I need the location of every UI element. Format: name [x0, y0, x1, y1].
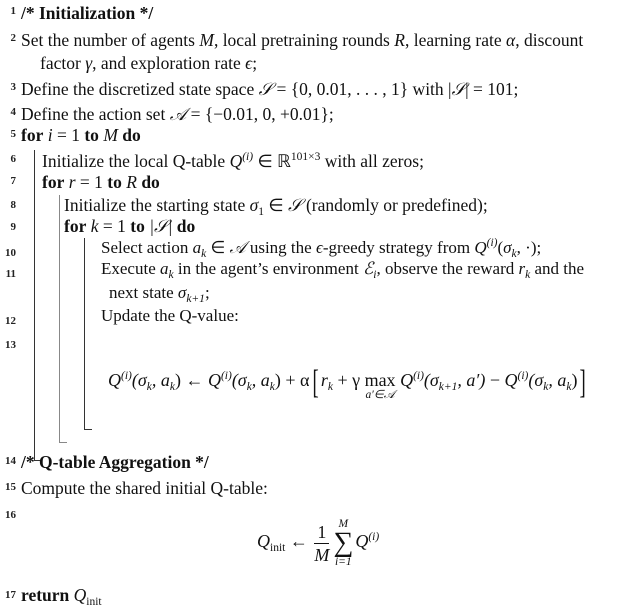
- var-state-space: 𝒮: [451, 79, 466, 99]
- text: Select action: [101, 238, 193, 257]
- var-reward: r: [518, 259, 526, 278]
- line-update-q: Update the Q-value:: [101, 306, 239, 325]
- line-execute-action-cont: [109, 282, 210, 304]
- line-execute-action: [101, 258, 584, 280]
- text: , ·);: [516, 238, 542, 257]
- var-q: Q: [474, 238, 487, 257]
- line-number: 4: [10, 106, 16, 118]
- subscript: i: [373, 269, 377, 281]
- subscript: k: [269, 381, 275, 393]
- line-number: 7: [10, 175, 16, 187]
- superscript: (i): [242, 151, 254, 163]
- comment-initialization: /* Initialization */: [21, 3, 154, 23]
- text: (σ: [528, 370, 544, 390]
- text: Define the discretized state space: [21, 79, 259, 99]
- var-r: r: [68, 172, 76, 192]
- line-set-params: [21, 29, 583, 51]
- text: Initialize the starting state: [64, 195, 250, 215]
- subscript: init: [270, 542, 286, 555]
- line-define-action-set: [21, 103, 334, 125]
- superscript: (i): [121, 370, 132, 382]
- text: , local pretraining rounds: [213, 30, 395, 50]
- var-state-space: 𝒮: [288, 195, 302, 215]
- text: ): [174, 370, 181, 390]
- var-sigma: σ: [177, 283, 187, 302]
- text: Set the number of agents: [21, 30, 200, 50]
- numerator: 1: [314, 521, 329, 544]
- line-number: 14: [5, 455, 16, 467]
- subscript: k+1: [438, 381, 458, 393]
- subscript: k: [525, 269, 531, 281]
- keyword-do: do: [141, 172, 160, 192]
- sum-lower: i=1: [334, 556, 352, 568]
- sum-upper: M: [338, 518, 349, 530]
- text: ∈ ℝ: [253, 151, 291, 171]
- var-action-set: 𝒜: [169, 104, 187, 124]
- text: ;: [204, 283, 210, 302]
- text: ∈: [206, 238, 230, 257]
- max-label: max: [364, 370, 396, 390]
- var-q: Q: [73, 585, 87, 605]
- subscript: k: [246, 381, 252, 393]
- keyword-to: to: [130, 216, 145, 236]
- subscript: 1: [258, 206, 265, 218]
- subscript: k: [169, 381, 175, 393]
- text: (randomly or predefined);: [301, 195, 488, 215]
- text: , learning rate: [404, 30, 507, 50]
- line-compute-shared: Compute the shared initial Q-table:: [21, 478, 268, 498]
- var-q: Q: [108, 370, 121, 390]
- text: factor: [40, 53, 86, 73]
- line-number: 15: [5, 481, 16, 493]
- subscript: k: [201, 248, 207, 260]
- var-q: Q: [229, 151, 243, 171]
- text: Initialize the local Q-table: [42, 151, 230, 171]
- line-number: 17: [5, 589, 16, 601]
- var-gamma: γ: [85, 53, 93, 73]
- var-m: M: [199, 30, 214, 50]
- block-rule-for-r: [59, 195, 60, 442]
- text: ): [571, 370, 578, 390]
- block-rule-end: [84, 429, 92, 430]
- line-number: 16: [5, 509, 16, 521]
- line-number: 3: [10, 81, 16, 93]
- text: Execute: [101, 259, 160, 278]
- assign-arrow: ←: [180, 370, 208, 390]
- var-r-upper: R: [126, 172, 137, 192]
- var-r: R: [394, 30, 405, 50]
- keyword-to: to: [107, 172, 122, 192]
- var-alpha: α: [506, 30, 516, 50]
- superscript: (i): [517, 370, 529, 382]
- fraction: [314, 521, 329, 566]
- line-number: 6: [10, 153, 16, 165]
- text: next state: [109, 283, 178, 302]
- keyword-do: do: [176, 216, 196, 236]
- var-a: a: [192, 238, 202, 257]
- comment-aggregation: /* Q-table Aggregation */: [21, 452, 209, 472]
- text: , discount: [515, 30, 584, 50]
- var-q: Q: [355, 531, 369, 552]
- text: and the: [530, 259, 585, 278]
- text: = {−0.01, 0, +0.01};: [186, 104, 334, 124]
- text: (σ: [231, 370, 247, 390]
- line-number: 13: [5, 339, 16, 351]
- keyword-for: for: [21, 125, 44, 145]
- text: , a: [548, 370, 567, 390]
- var-i: i: [47, 125, 53, 145]
- text: using the: [245, 238, 316, 257]
- line-define-state-space: [21, 78, 518, 100]
- subscript: k+1: [186, 293, 205, 305]
- sigma-symbol: ∑: [333, 527, 354, 558]
- aggregation-equation: [257, 518, 379, 568]
- max-operator: [364, 370, 396, 401]
- line-number: 12: [5, 315, 16, 327]
- var-q: Q: [400, 370, 414, 390]
- superscript: (i): [220, 370, 232, 382]
- text: (: [497, 238, 504, 257]
- line-for-i: [21, 124, 141, 146]
- keyword-return: return: [21, 585, 70, 605]
- superscript: (i): [368, 531, 380, 544]
- var-epsilon: ϵ: [245, 53, 253, 73]
- line-for-k: [64, 215, 195, 237]
- text: = 1: [52, 125, 85, 145]
- q-update-equation: [108, 364, 589, 401]
- subscript: k: [543, 381, 549, 393]
- right-bracket: ]: [580, 364, 587, 401]
- subscript: k: [511, 248, 517, 260]
- text: (σ: [423, 370, 439, 390]
- line-return: [21, 584, 102, 606]
- line-number: 11: [5, 268, 16, 280]
- text: Define the action set: [21, 104, 170, 124]
- keyword-for: for: [64, 216, 87, 236]
- var-q: Q: [504, 370, 518, 390]
- line-number: 10: [5, 247, 16, 259]
- line-set-params-cont: [40, 52, 257, 74]
- subscript: k: [168, 269, 174, 281]
- block-rule-for-i: [34, 150, 35, 460]
- var-a: a: [160, 259, 169, 278]
- line-select-action: [101, 237, 541, 259]
- text: ;: [252, 53, 258, 73]
- denominator: M: [314, 544, 330, 565]
- var-sigma: σ: [503, 238, 512, 257]
- var-k: k: [90, 216, 99, 236]
- text: , and exploration rate: [92, 53, 246, 73]
- var-state-space: 𝒮: [258, 79, 273, 99]
- var-reward: r: [320, 370, 328, 390]
- var-action-set: 𝒜: [229, 238, 246, 257]
- text: = {0, 0.01, . . . , 1} with |: [272, 79, 452, 99]
- text: in the agent’s environment: [173, 259, 363, 278]
- line-init-state: [64, 194, 488, 216]
- text: , observe the reward: [376, 259, 519, 278]
- line-init-qtable: [42, 150, 424, 172]
- assign-arrow: ←: [285, 531, 313, 552]
- text: + γ: [332, 370, 365, 390]
- text: , a: [251, 370, 270, 390]
- line-number: 5: [10, 128, 16, 140]
- text: with all zeros;: [320, 151, 424, 171]
- text: (σ: [131, 370, 147, 390]
- subscript: k: [146, 381, 152, 393]
- var-q: Q: [207, 370, 221, 390]
- superscript: (i): [413, 370, 424, 382]
- text: , a′): [457, 370, 486, 390]
- text: = 1: [75, 172, 108, 192]
- var-sigma: σ: [249, 195, 259, 215]
- max-subscript: a′∈𝒜: [365, 389, 395, 401]
- line-number: 2: [10, 32, 16, 44]
- superscript: 101×3: [290, 151, 321, 163]
- text: ∈: [264, 195, 289, 215]
- superscript: (i): [486, 237, 498, 249]
- text: + α: [280, 370, 310, 390]
- var-environment: ℰ: [362, 259, 374, 278]
- var-state-space-size: |𝒮|: [149, 216, 173, 236]
- left-bracket: [: [312, 364, 319, 401]
- keyword-for: for: [42, 172, 65, 192]
- summation: [333, 518, 353, 568]
- text: | = 101;: [465, 79, 519, 99]
- text: = 1: [98, 216, 131, 236]
- text: -greedy strategy from: [322, 238, 475, 257]
- text: , a: [151, 370, 170, 390]
- var-epsilon: ϵ: [315, 238, 323, 257]
- var-m: M: [103, 125, 118, 145]
- block-rule-for-k: [84, 238, 85, 429]
- block-rule-end: [59, 442, 67, 443]
- subscript: init: [86, 596, 102, 608]
- keyword-to: to: [84, 125, 99, 145]
- subscript: k: [327, 381, 333, 393]
- line-number: 1: [10, 5, 16, 17]
- text: −: [485, 370, 505, 390]
- var-q: Q: [257, 531, 270, 552]
- line-number: 8: [10, 199, 16, 211]
- subscript: k: [566, 381, 572, 393]
- line-for-r: [42, 171, 160, 193]
- text: ): [274, 370, 281, 390]
- keyword-do: do: [122, 125, 141, 145]
- line-number: 9: [10, 221, 16, 233]
